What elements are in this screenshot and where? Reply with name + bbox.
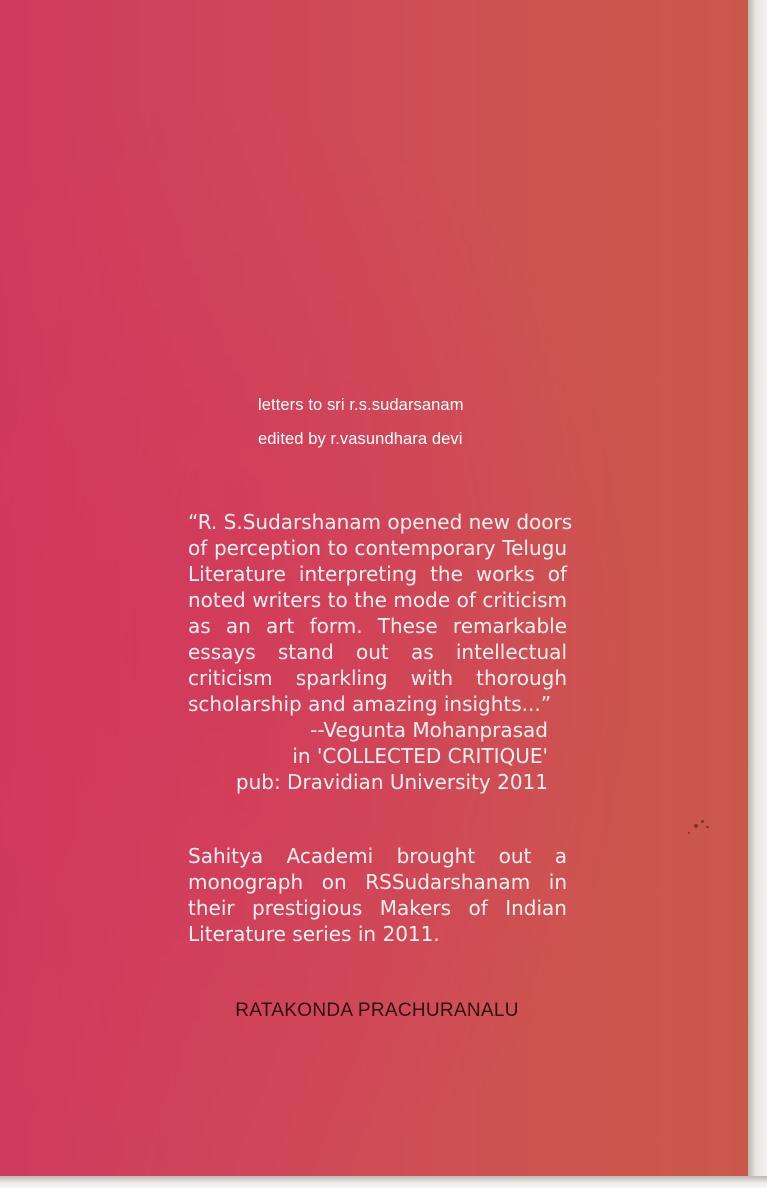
quote-line: criticism sparkling with thorough — [188, 666, 567, 690]
note-line: Literature series in 2011. — [188, 922, 440, 946]
ink-speck — [694, 824, 698, 828]
book-subtitle: letters to sri r.s.sudarsanam — [258, 396, 464, 414]
quote-line: scholarship and amazing insights...” — [188, 692, 552, 716]
quote-line: “R. S.Sudarshanam opened new doors — [188, 510, 573, 534]
attribution-line: --Vegunta Mohanprasad — [310, 718, 548, 742]
editor-credit: edited by r.vasundhara devi — [258, 430, 463, 448]
publisher-name: RATAKONDA PRACHURANALU — [235, 1000, 519, 1021]
ink-speck — [688, 832, 690, 834]
quote-line: as an art form. These remarkable — [188, 614, 567, 638]
note-line: monograph on RSSudarshanam in — [188, 870, 567, 894]
note-line: their prestigious Makers of Indian — [188, 896, 567, 920]
ink-speck — [706, 826, 709, 828]
note-line: Sahitya Academi brought out a — [188, 844, 567, 868]
ink-speck — [701, 820, 704, 823]
quote-line: Literature interpreting the works of — [188, 562, 567, 586]
page-edge-bottom — [0, 1176, 767, 1188]
quote-line: essays stand out as intellectual — [188, 640, 567, 664]
quote-line: of perception to contemporary Telugu — [188, 536, 567, 560]
attribution-line: in 'COLLECTED CRITIQUE' — [292, 744, 548, 768]
attribution-line: pub: Dravidian University 2011 — [235, 770, 548, 794]
quote-line: noted writers to the mode of criticism — [188, 588, 567, 612]
page-edge-right — [748, 0, 767, 1188]
